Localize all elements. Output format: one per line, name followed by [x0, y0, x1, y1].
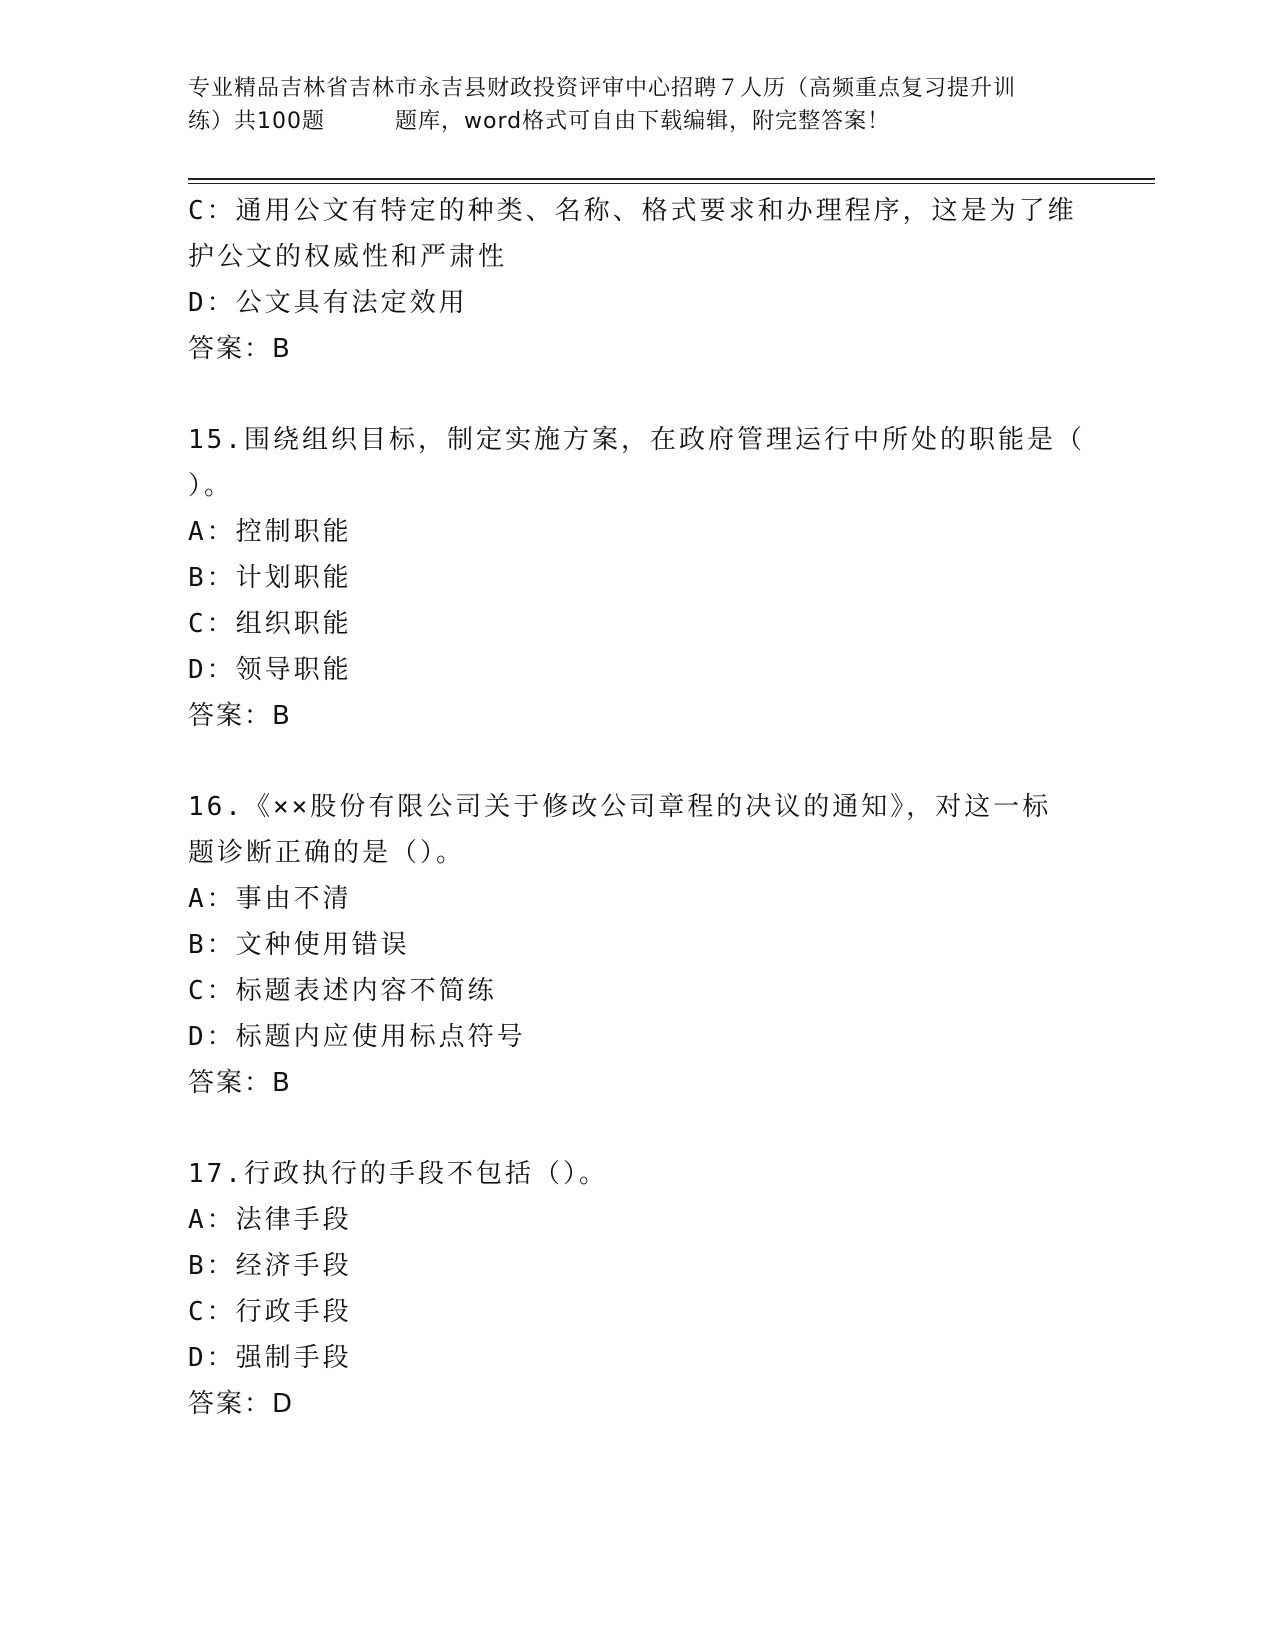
question-15 — [188, 417, 1088, 739]
option-c-line-2: 护公文的权威性和严肃性 — [188, 242, 508, 272]
question-stem-line-1: 17.行政执行的手段不包括（）。 — [188, 1159, 608, 1189]
question-stem-line-1: 16.《××股份有限公司关于修改公司章程的决议的通知》，对这一标 — [188, 792, 1052, 822]
question-stem-line-2: ）。 — [188, 471, 234, 501]
header-line-2-end: 题库，word格式可自由下载编辑，附完整答案！ — [395, 109, 891, 134]
page-header — [188, 72, 1088, 138]
header-line-2 — [188, 105, 1088, 138]
answer: 答案：B — [188, 334, 292, 364]
question-17 — [188, 1151, 1088, 1427]
answer: 答案：B — [188, 701, 292, 731]
option-c-line-1: C：通用公文有特定的种类、名称、格式要求和办理程序，这是为了维 — [188, 196, 1077, 226]
option-c: C：组织职能 — [188, 609, 352, 639]
option-d: D：标题内应使用标点符号 — [188, 1022, 526, 1052]
option-d: D：公文具有法定效用 — [188, 288, 468, 318]
question-stem-line-2: 题诊断正确的是（）。 — [188, 838, 466, 868]
option-a: A：控制职能 — [188, 517, 352, 547]
header-divider-thin — [188, 183, 1155, 184]
option-b: B：计划职能 — [188, 563, 352, 593]
answer: 答案：B — [188, 1068, 292, 1098]
header-line-1: 专业精品吉林省吉林市永吉县财政投资评审中心招聘７人历（高频重点复习提升训 — [188, 76, 1017, 101]
option-c: C：行政手段 — [188, 1297, 352, 1327]
answer: 答案：D — [188, 1389, 295, 1419]
question-stem-line-1: 15.围绕组织目标，制定实施方案，在政府管理运行中所处的职能是（ — [188, 425, 1085, 455]
option-d: D：强制手段 — [188, 1343, 352, 1373]
question-list — [188, 188, 1088, 1427]
option-c: C：标题表述内容不简练 — [188, 976, 497, 1006]
question-16 — [188, 784, 1088, 1106]
header-divider-thick — [188, 178, 1155, 180]
option-a: A：事由不清 — [188, 884, 352, 914]
option-b: B：经济手段 — [188, 1251, 352, 1281]
option-b: B：文种使用错误 — [188, 930, 410, 960]
option-a: A：法律手段 — [188, 1205, 352, 1235]
header-line-2-start: 练）共100题 — [188, 109, 325, 134]
question-14-tail — [188, 188, 1088, 372]
option-d: D：领导职能 — [188, 655, 352, 685]
